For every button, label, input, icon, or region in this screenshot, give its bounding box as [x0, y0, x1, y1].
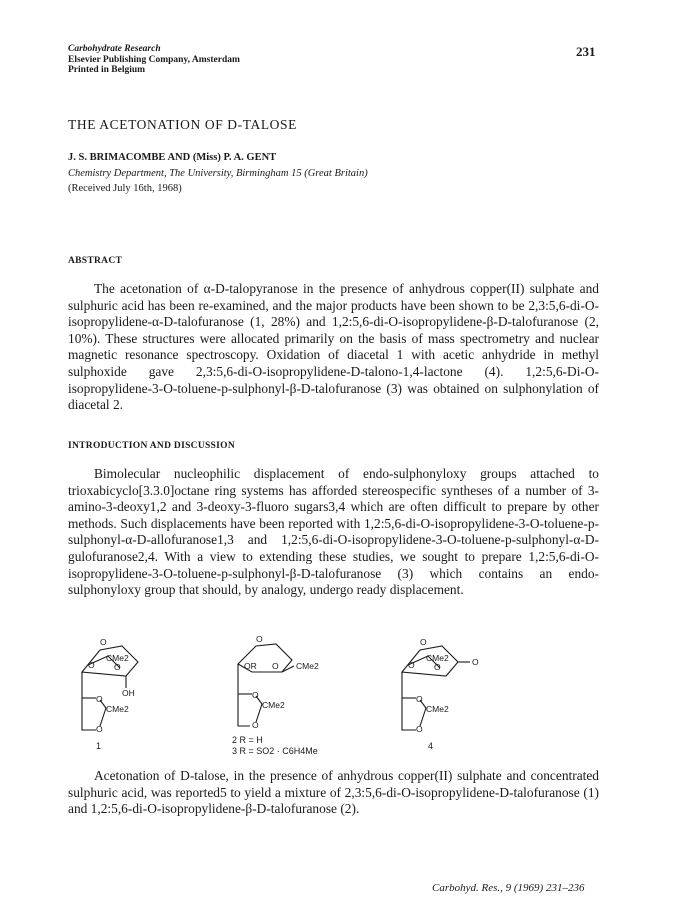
publisher-block: [68, 44, 240, 76]
article-title: THE ACETONATION OF D-TALOSE: [68, 117, 297, 132]
publisher-name: Elsevier Publishing Company, Amsterdam: [68, 54, 240, 65]
article-affiliation: Chemistry Department, The University, Birmingham 15 (Great Britain): [68, 168, 368, 179]
s4-oxygen-lower: O: [416, 724, 423, 734]
s1-cme2-top: CMe2: [106, 653, 129, 663]
s4-cme2-top: CMe2: [426, 653, 449, 663]
s2-cme2-bottom: CMe2: [262, 700, 285, 710]
s1-oxygen-lower: O: [96, 724, 103, 734]
s4-oxygen-upper: O: [416, 694, 423, 704]
s1-oxygen-right: O: [114, 662, 121, 672]
s4-oxygen-left: O: [408, 660, 415, 670]
s1-ring-oxygen: O: [100, 637, 107, 647]
introduction-paragraph-2: Acetonation of D-talose, in the presence of anhydrous copper(II) sulphate and concentrated sulphuric acid, was reported5 to yield a mixture of 2,3:5,6-di-O-isopropylidene-D-talofuranose (1) and 1,2:5,6-di-O-isopropylidene-β-D-talofuranose (2).: [68, 768, 599, 817]
s4-oxygen-right: O: [434, 662, 441, 672]
s2-oxygen-upper: O: [252, 690, 259, 700]
s4-cme2-bottom: CMe2: [426, 704, 449, 714]
introduction-heading: INTRODUCTION AND DISCUSSION: [68, 441, 235, 451]
journal-name: Carbohydrate Research: [68, 44, 161, 54]
printed-location: Printed in Belgium: [68, 65, 146, 75]
s2-ring-oxygen: O: [256, 634, 263, 644]
s1-hydroxyl: OH: [122, 688, 135, 698]
abstract-heading: ABSTRACT: [68, 256, 123, 266]
s4-ring-oxygen: O: [420, 637, 427, 647]
introduction-paragraph-1: Bimolecular nucleophilic displacement of endo-sulphonyloxy groups attached to trioxabicyclo[3.3.0]octane ring systems has afforded stereospecific syntheses of a number of 3-amino-3-deoxy1,2 and 3-deoxy-3-fluoro sugars3,4 which are often difficult to prepare by other methods. Such displacements have been reported with 1,2:5,6-di-O-isopropylidene-3-O-toluene-p-sulphonyl-α-D-allofuranose1,3 and 1,2:5,6-di-O-isopropylidene-3-O-toluene-p-sulphonyl-α-D-gulofuranose2,4. With a view to extending these studies, we sought to prepare 1,2:5,6-di-O-isopropylidene-3-O-toluene-p-sulphonyl-β-D-talofuranose (3) which contains an endo-sulphonyloxy group that should, by analogy, undergo ready displacement.: [68, 466, 599, 598]
label-structure-4: 4: [428, 741, 434, 751]
s2-oxygen-right: O: [272, 661, 279, 671]
s2-cme2-right: CMe2: [296, 661, 319, 671]
structure-2-3: [238, 644, 294, 726]
s2-or-group: OR: [244, 661, 257, 671]
page-number: 231: [576, 44, 596, 59]
article-authors: J. S. BRIMACOMBE AND (Miss) P. A. GENT: [68, 152, 277, 163]
abstract-text: The acetonation of α-D-talopyranose in the presence of anhydrous copper(II) sulphate and sulphuric acid has been re-examined, and the major products have been shown to be 2,3:5,6-di-O-isopropylidene-α-D-talofuranose (1, 28%) and 1,2:5,6-di-O-isopropylidene-β-D-talofuranose (2, 10%). These structures were allocated primarily on the basis of mass spectrometry and nuclear magnetic resonance spectroscopy. Oxidation of diacetal 1 with acetic anhydride in methyl sulphoxide gave 2,3:5,6-di-O-isopropylidene-D-talono-1,4-lactone (4). 1,2:5,6-Di-O-isopropylidene-3-O-toluene-p-sulphonyl-β-D-talofuranose (3) was obtained on sulphonylation of diacetal 2.: [68, 281, 599, 413]
s4-carbonyl-oxygen: O: [472, 657, 479, 667]
s1-cme2-bottom: CMe2: [106, 704, 129, 714]
structures-figure: [60, 632, 620, 757]
s1-oxygen-left: O: [88, 660, 95, 670]
s2-oxygen-lower: O: [252, 720, 259, 730]
label-structure-2: 2 R = H: [232, 735, 263, 745]
journal-citation: Carbohyd. Res., 9 (1969) 231–236: [432, 882, 585, 894]
label-structure-3: 3 R = SO2 · C6H4Me: [232, 746, 318, 756]
label-structure-1: 1: [96, 741, 102, 751]
s1-oxygen-upper: O: [96, 694, 103, 704]
received-date: (Received July 16th, 1968): [68, 183, 182, 194]
